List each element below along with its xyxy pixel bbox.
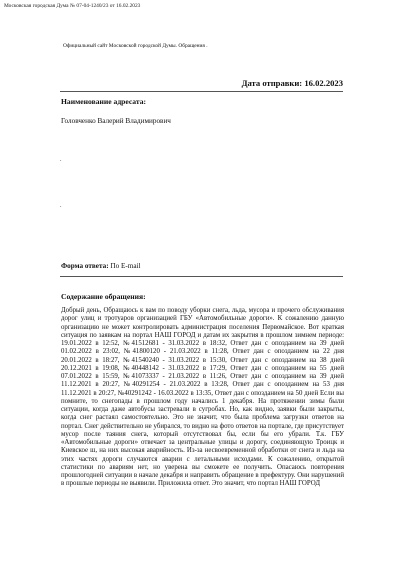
addressee-name: Головченко Валерий Владимирович <box>61 117 171 125</box>
separator-dot: . <box>60 203 62 209</box>
divider <box>60 276 343 277</box>
addressee-label: Наименование адресата: <box>61 97 147 106</box>
dispatch-date <box>242 78 343 88</box>
site-title: Официальный сайт Московской городской Думы. Обращения . <box>63 43 208 49</box>
dispatch-date-value: 16.02.2023 <box>304 78 343 88</box>
document-reference-header: Московская городская Дума № 07-04-1240/23 от 16.02.2023 <box>4 3 141 9</box>
dispatch-date-label: Дата отправки: <box>241 78 303 88</box>
response-form-value: По E-mail <box>110 262 141 270</box>
separator-dot: . <box>60 157 62 163</box>
appeal-content-text: Добрый день, Обращаюсь к вам по поводу уборки снега, льда, мусора и прочего обслуживания дорог улиц и тротуаров организацией ГБУ «Автомобильные дороги». К сожалению данную организацию не может контролировать администрация поселения Первомайское. Вот краткая ситуация по заявкам на портал НАШ ГОРОД и датам их закрытия в прошлом зимнем периоде: 19.01.2022 в 12:52, №41512681 - 31.03.2022 в 18:32, Ответ дан с опозданием на 39 дней 01.02.2022 в 23:02, №41800120 - 21.03.2022 в 11:28, Ответ дан с опозданием на 22 дня 20.01.2022 в 18:27, №41540240 - 31.03.2022 в 15:30, Ответ дан с опозданием на 38 дней 20.12.2021 в 19:08, №40448142 - 31.03.2022 в 17:29, Ответ дан с опозданием на 55 дней 07.01.2022 в 15:59, №41073337 - 21.03.2022 в 11:26, Ответ дан с опозданием на 39 дней 11.12.2021 в 20:27, №40291254 - 21.03.2022 в 13:28, Ответ дан с опозданием на 53 дня 11.12.2021 в 20:27, №40291242 - 16.03.2022 в 13:35, Ответ дан с опозданием на 50 дней Если вы помните, то снегопады в прошлом году начались 1 декабря. На протяжении зимы были ситуации, когда даже автобусы застревали в сугробах. Но, как видно, заявки были закрыты, когда снег растаял самостоятельно. Это не значит, что была проблема загрузки ответов на портал. Снег действительно не убирался, то видно на фото ответов на портале, где присутствует мусор после таяния снега, который отсутствовал бы, если бы его убрали. Т.к. ГБУ «Автомобильные дороги» отвечает за центральные улицы и дорогу, соединяющую Троицк и Киевское ш, на них высокая аварийность. Из-за несвоевременной обработки от снега и льда на этих частях дороги случаются аварии с летальными исходами. К сожалению, открытой статистики по авариям нет, но уверена вы сможете ее получить. Опасаюсь повторения прошлогодней ситуации в начале декабря и направить обращение в префектуру. Они нарушений в прошлые периоды не выявили. Приложила ответ. Это значит, что портал НАШ ГОРОД <box>61 307 344 488</box>
divider <box>60 91 343 92</box>
content-label: Содержание обращения: <box>61 292 146 301</box>
response-form-label: Форма ответа: <box>61 262 109 270</box>
response-form <box>61 262 141 270</box>
appeal-content <box>61 307 344 489</box>
